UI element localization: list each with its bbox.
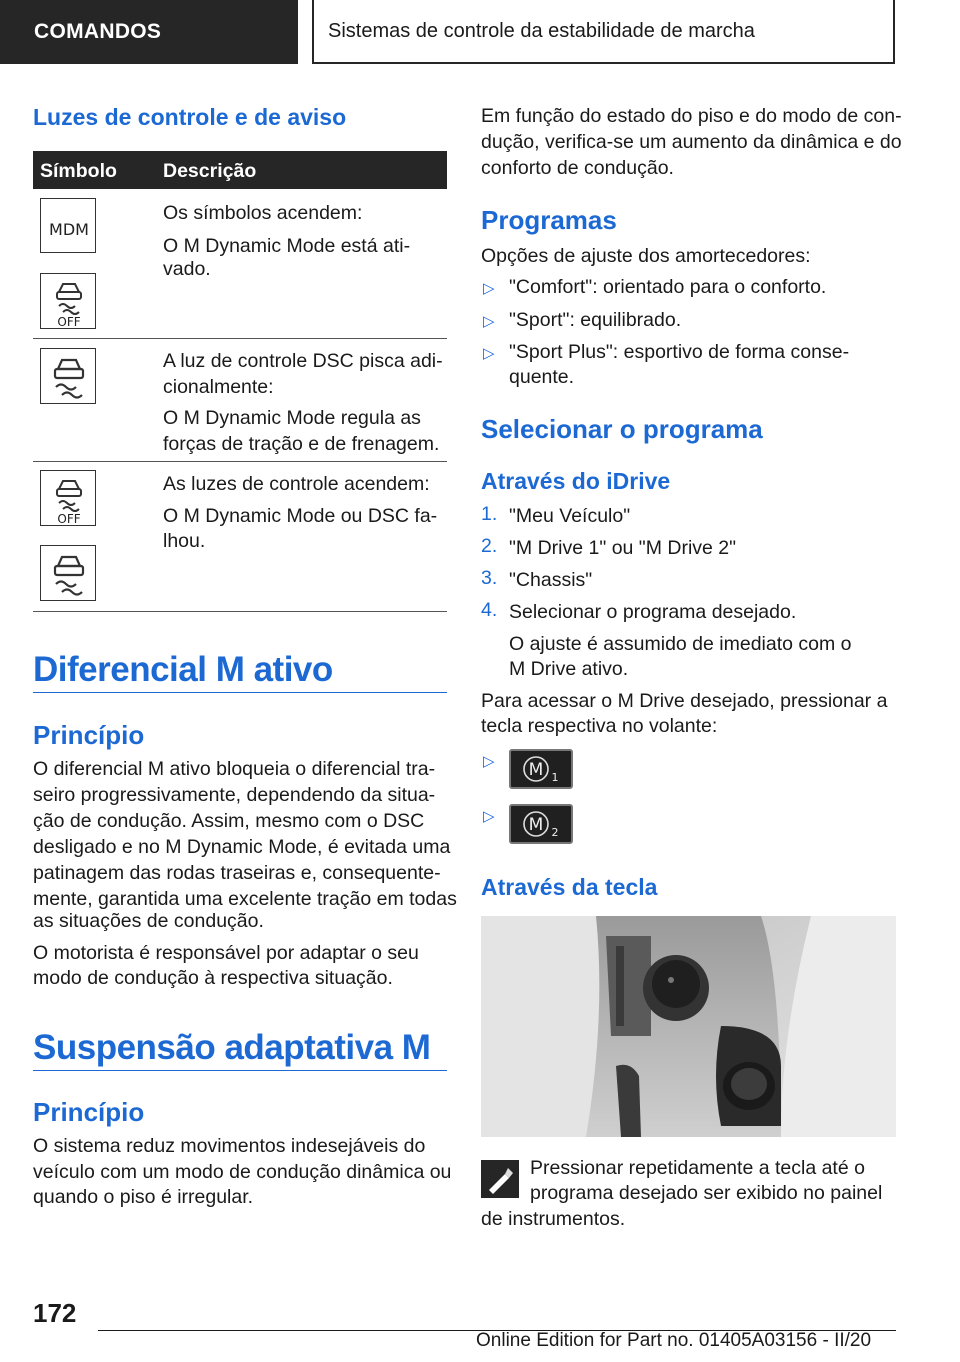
- svg-text:M: M: [528, 815, 544, 835]
- row3-line1: As luzes de controle acendem:: [163, 473, 430, 495]
- step-2: "M Drive 1" ou "M Drive 2": [509, 537, 737, 559]
- step4-note-l1: O ajuste é assumido de imediato com o: [509, 633, 852, 655]
- step-number: 3.: [481, 567, 498, 589]
- prog-item-3-l2: quente.: [509, 366, 575, 388]
- access-l1: Para acessar o M Drive desejado, pressionar a: [481, 690, 888, 712]
- susp-p1-l1: O sistema reduz movimentos indesejáveis do: [33, 1135, 426, 1157]
- intro-l1: Em função do estado do piso e do modo de con-: [481, 105, 902, 127]
- susp-p1-l3: quando o piso é irregular.: [33, 1186, 254, 1208]
- diff-principle-heading: Princípio: [33, 720, 145, 750]
- diff-p1-l6: mente, garantida uma excelente tração em todas: [33, 888, 457, 910]
- diff-p1-l4: desligado e no M Dynamic Mode, é evitada uma: [33, 836, 451, 858]
- susp-rule: [33, 1070, 447, 1071]
- row3-line3: lhou.: [163, 530, 206, 552]
- access-l2: tecla respectiva no volante:: [481, 715, 718, 737]
- diff-heading: Diferencial M ativo: [33, 650, 333, 689]
- svg-text:OFF: OFF: [57, 512, 81, 526]
- col-symbol-header: Símbolo: [40, 160, 117, 182]
- intro-l3: conforto de condução.: [481, 157, 674, 179]
- bullet-triangle-icon: ▷: [483, 753, 495, 770]
- row2-line1: A luz de controle DSC pisca adi-: [163, 350, 443, 372]
- m2-button-icon: [509, 804, 573, 844]
- step-3: "Chassis": [509, 569, 593, 591]
- prog-item-1: "Comfort": orientado para o conforto.: [509, 276, 827, 298]
- lights-heading: Luzes de controle e de aviso: [33, 104, 347, 130]
- row1-line2: O M Dynamic Mode está ati-: [163, 235, 411, 257]
- row1-line3: vado.: [163, 258, 211, 280]
- step-1: "Meu Veículo": [509, 505, 631, 527]
- step-4: Selecionar o programa desejado.: [509, 601, 797, 623]
- row2-line4: forças de tração e de frenagem.: [163, 433, 440, 455]
- center-console-photo: [481, 916, 896, 1137]
- m1-button-icon: [509, 749, 573, 789]
- row2-line2: cionalmente:: [163, 376, 274, 398]
- mdm-text: MDM: [49, 220, 89, 239]
- row3-line2: O M Dynamic Mode ou DSC fa-: [163, 505, 438, 527]
- bullet-triangle-icon: ▷: [483, 345, 495, 362]
- bullet-triangle-icon: ▷: [483, 313, 495, 330]
- step-number: 2.: [481, 535, 498, 557]
- prog-heading: Programas: [481, 205, 617, 235]
- prog-item-2: "Sport": equilibrado.: [509, 309, 682, 331]
- idrive-heading: Através do iDrive: [481, 468, 671, 494]
- diff-p2-l1: O motorista é responsável por adaptar o seu: [33, 942, 419, 964]
- bullet-triangle-icon: ▷: [483, 280, 495, 297]
- prog-intro: Opções de ajuste dos amortecedores:: [481, 245, 811, 267]
- diff-p1-l1: O diferencial M ativo bloqueia o diferencial tra-: [33, 758, 436, 780]
- step-number: 4.: [481, 599, 498, 621]
- mdm-icon: [40, 198, 96, 253]
- chapter-tab: [0, 0, 298, 64]
- bullet-triangle-icon: ▷: [483, 808, 495, 825]
- table-divider: [33, 461, 447, 462]
- col-desc-header: Descrição: [163, 160, 257, 182]
- intro-l2: dução, verifica-se um aumento da dinâmica e do: [481, 131, 902, 153]
- table-header: [33, 151, 447, 189]
- tecla-heading: Através da tecla: [481, 874, 658, 900]
- svg-text:2: 2: [551, 826, 559, 839]
- press-l3: de instrumentos.: [481, 1208, 626, 1230]
- svg-text:1: 1: [551, 771, 559, 784]
- table-divider: [33, 338, 447, 339]
- diff-p2-l2: modo de condução à respectiva situação.: [33, 967, 393, 989]
- press-l2: programa desejado ser exibido no painel: [530, 1182, 883, 1204]
- chapter-title: Sistemas de controle da estabilidade de marcha: [328, 19, 755, 42]
- prog-item-3-l1: "Sport Plus": esportivo de forma conse-: [509, 341, 850, 363]
- row2-line3: O M Dynamic Mode regula as: [163, 407, 421, 429]
- diff-p1-l2: seiro progressivamente, dependendo da situa-: [33, 784, 436, 806]
- select-heading: Selecionar o programa: [481, 414, 763, 444]
- svg-text:OFF: OFF: [57, 315, 81, 329]
- diff-p1-l7: as situações de condução.: [33, 910, 264, 932]
- edition-text: Online Edition for Part no. 01405A03156 - II/20: [476, 1330, 872, 1351]
- svg-text:M: M: [528, 760, 544, 780]
- press-l1: Pressionar repetidamente a tecla até o: [530, 1157, 865, 1179]
- diff-p1-l3: ção de condução. Assim, mesmo com o DSC: [33, 810, 425, 832]
- diff-p1-l5: patinagem das rodas traseiras e, consequente-: [33, 862, 441, 884]
- row1-line1: Os símbolos acendem:: [163, 202, 363, 224]
- susp-p1-l2: veículo com um modo de condução dinâmica ou: [33, 1161, 452, 1183]
- diff-rule: [33, 692, 447, 693]
- step4-note-l2: M Drive ativo.: [509, 658, 629, 680]
- dsc-off-icon: [40, 273, 96, 329]
- dsc-icon: [40, 545, 96, 601]
- chapter-header: [312, 0, 895, 64]
- step-number: 1.: [481, 503, 498, 525]
- note-pencil-icon: [481, 1160, 519, 1198]
- section-label: COMANDOS: [34, 20, 162, 43]
- susp-principle-heading: Princípio: [33, 1097, 145, 1127]
- dsc-off-icon: [40, 470, 96, 526]
- dsc-icon: [40, 348, 96, 404]
- table-bottom: [33, 611, 447, 612]
- susp-heading: Suspensão adaptativa M: [33, 1028, 431, 1067]
- page-number: 172: [33, 1298, 77, 1328]
